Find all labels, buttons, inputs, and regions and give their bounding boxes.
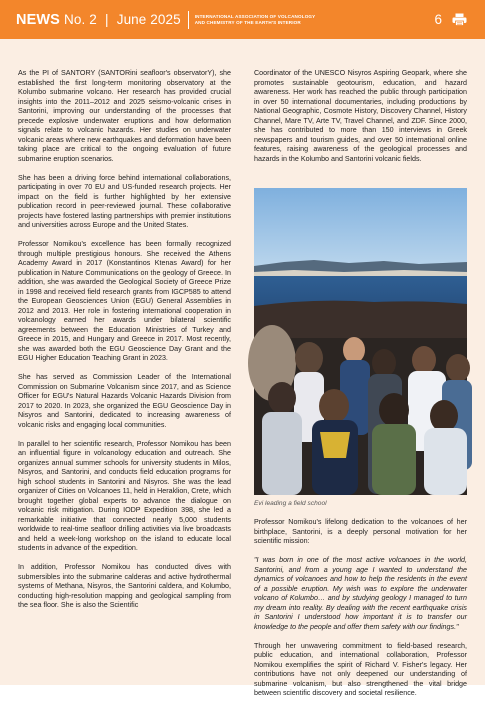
header-divider (188, 11, 189, 29)
field-school-photo (254, 188, 467, 495)
right-column-top (254, 69, 467, 174)
paragraph-honours: Professor Nomikou's excellence has been formally recognized through multiple prestigious honours. She received the Athens Academy Award in 2017 (Konstantinos Ktenas Award) for her publication in Nature Communications on the geology of Greece. In addition, she was awarded the Geological Society of Greece Prize in 1998 and received field research grants from IGCP585 to attend the European Geosciences Union (EGU) General Assemblies in 2012 and 2013. Her role in fostering international cooperation in volcanology earned her awards under bilateral scientific agreements between the Education Ministries of Turkey and Greece in 2015, and Hungary and Greece in 2017. Most recently, she was awarded both the EGU Geoscience Day Grant and the EGU Higher Education Teaching Grant in 2023. (18, 240, 231, 363)
photo-caption: Evi leading a field school (254, 500, 327, 507)
news-label: NEWS (16, 11, 60, 28)
issue-number: No. 2 (64, 11, 97, 27)
printer-icon[interactable] (452, 13, 467, 26)
left-column (18, 69, 231, 621)
paragraph-motivation: Professor Nomikou's lifelong dedication to the volcanoes of her birthplace, Santorini, is a deeply personal motivation for her scientific mission: (254, 518, 467, 545)
paragraph-santory: As the PI of SANTORY (SANTORini seafloor's observatorY), she established the first long-term monitoring observatory at the Kolumbo submarine volcano. Her research has provided crucial insights into the 2011–2012 and 2025 seismo-volcanic crises in Santorini, improving our understanding of the processes that precede explosive underwater eruptions and how deformation signals relate to volcanic hazards. Her studies on underwater volcanic areas where new earthquakes and deformation have been taking place are critical to the ongoing evaluation of future submarine eruption scenarios. (18, 69, 231, 163)
right-column-bottom (254, 518, 467, 708)
paragraph-closing: Through her unwavering commitment to field-based research, public education, and international collaboration, Professor Nomikou exemplifies the spirit of Richard V. Fisher's legacy. Her contributions have not only deepened our understanding of submarine volcanism, but also strengthened the vital bridge between scientific discovery and societal resilience. (254, 641, 467, 698)
nomikou-quote: "I was born in one of the most active volcanoes in the world, Santorini, and from a young age I wanted to understand the dynamics of volcanoes and how to help the residents in the event of a possible eruption. My wish was to explore the underwater volcano of Kolumbo… and by studying geology I managed to turn my dream into reality. By dealing with the recent earthquake crisis in Santorini I understood how important it is to transfer our knowledge to the people and offer them safety with our findings." (254, 556, 467, 631)
page-number: 6 (434, 12, 442, 27)
page-body (0, 39, 485, 698)
paragraph-geopark: Coordinator of the UNESCO Nisyros Aspiring Geopark, where she promotes sustainable geotourism, education, and hazard awareness. Her work has reached the public through participation in over 50 international documentaries, including productions by National Geographic, Cosmote History, Discovery Channel, History Channel, Mare TV, Arte TV, Travel Channel, and ZDF. Since 2000, she has contributed to more than 150 interviews in Greek newspapers and tourism guides, and over 50 international online features, raising awareness of the geological processes and hazards in the Kolumbo and Santorini volcanic fields. (254, 69, 467, 163)
paragraph-submersibles: In addition, Professor Nomikou has conducted dives with submersibles into the submarine calderas and active hydrothermal systems of Methana, Nisyros, the Santorini caldera, and Kolumbo, conducting high-resolution mapping and geological sampling from the sea floor. She is also the Scientific (18, 563, 231, 610)
paragraph-collaborations: She has been a driving force behind international collaborations, participating in over 70 EU and US-funded research projects. Her impact on the field is further highlighted by her extensive publication record in peer-reviewed journal. These collaborative projects have fostered lasting partnerships with premier institutions and universities across Europe and the United States. (18, 173, 231, 230)
organization-name: INTERNATIONAL ASSOCIATION OF VOLCANOLOGY AND CHEMISTRY OF THE EARTH'S INTERIOR (194, 13, 316, 25)
newsletter-title: NEWS No. 2 | June 2025 (16, 11, 181, 28)
paragraph-commission: She has served as Commission Leader of the International Commission on Submarine Volcanism since 2017, and as Science Officer for EGU's Natural Hazards Volcanic Hazards Division from 2017 to 2020. In 2023, she organized the EGU Geoscience Day in Nisyros and Santorini, dedicated to increasing awareness of volcanic risks and engaging local communities. (18, 373, 231, 429)
paragraph-outreach: In parallel to her scientific research, Professor Nomikou has been an influential figure in volcanology education and outreach. She organizes annual summer schools for university students in Milos, Nisyros, and Santorini, and conducts field education programs for high school students in Santorini and Nisyros. She was the lead organizer of Cities on Volcanoes 11, held in Heraklion, Crete, which brought together global experts to advance the dialogue on volcanic risk mitigation. During IODP Expedition 398, she led a remarkable initiative that connected nearly 5,000 students worldwide to real-time seafloor drilling activities via live broadcasts and held a week-long workshop on the island to educate local students in advance of the expedition. (18, 439, 231, 553)
issue-date: June 2025 (116, 11, 181, 27)
newsletter-header (0, 0, 485, 39)
